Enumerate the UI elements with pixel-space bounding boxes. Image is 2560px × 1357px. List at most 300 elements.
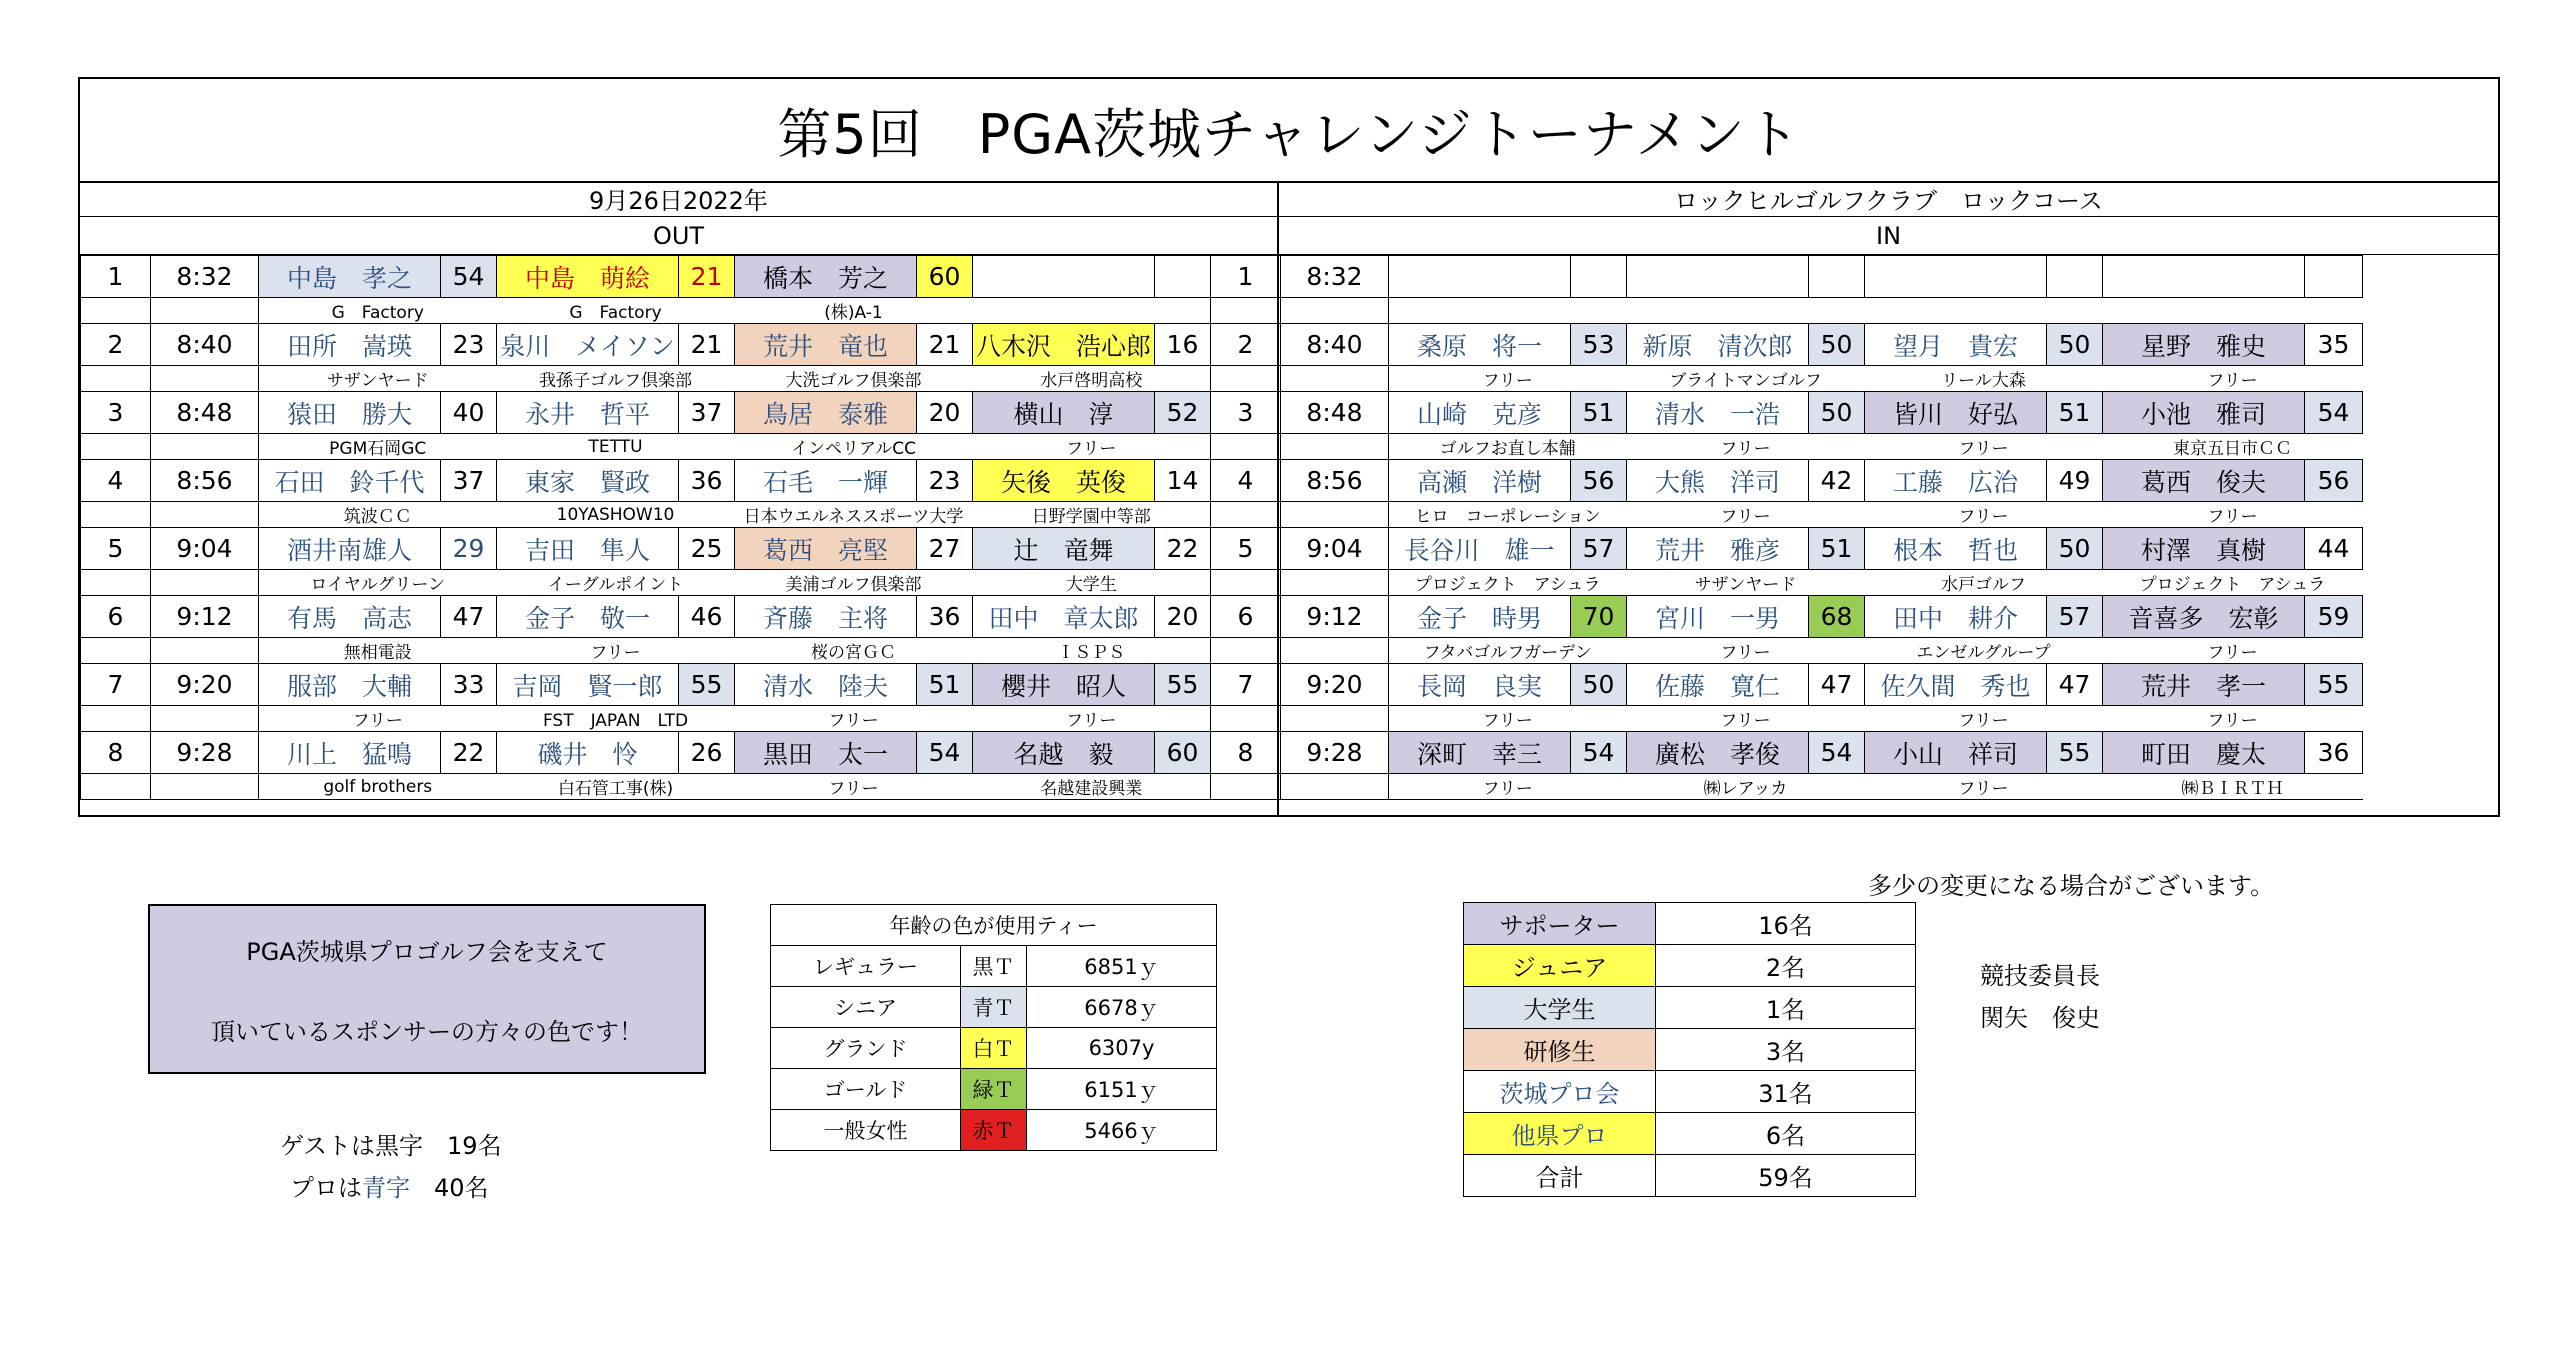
player-name: [1389, 256, 1571, 298]
tee-time-spacer: [1281, 502, 1389, 528]
player-age: 20: [917, 392, 973, 434]
player-name: 磯井 怜: [497, 732, 679, 774]
player-name: 橋本 芳之: [735, 256, 917, 298]
affiliation-row: [81, 706, 2363, 732]
player-name: 音喜多 宏彰: [2103, 596, 2305, 638]
player-age: [1809, 256, 1865, 298]
player-age: 52: [1155, 392, 1211, 434]
player-affiliation: [2103, 298, 2363, 324]
player-name: 田中 耕介: [1865, 596, 2047, 638]
tee-yardage: 6678ｙ: [1027, 987, 1217, 1028]
player-age: 49: [2047, 460, 2103, 502]
pairing-row: [81, 256, 2363, 298]
tee-category: シニア: [771, 987, 961, 1028]
group-number: 4: [81, 460, 151, 502]
tee-time-spacer: [151, 706, 259, 732]
sponsor-note-box: [148, 904, 706, 1074]
player-name: 荒井 雅彦: [1627, 528, 1809, 570]
tee-yardage: 6851ｙ: [1027, 946, 1217, 987]
player-affiliation: フリー: [1627, 502, 1865, 528]
count-value: 3名: [1656, 1029, 1916, 1071]
player-name: 服部 大輔: [259, 664, 441, 706]
player-age: 47: [1809, 664, 1865, 706]
tee-time-spacer: [151, 502, 259, 528]
player-age: 55: [2047, 732, 2103, 774]
pairing-row: [81, 596, 2363, 638]
player-name: 長岡 良実: [1389, 664, 1571, 706]
tee-time: 9:12: [151, 596, 259, 638]
player-age: [1155, 256, 1211, 298]
player-affiliation: ゴルフお直し本舗: [1389, 434, 1627, 460]
counts-table: [1463, 902, 1916, 1197]
player-age: 50: [2047, 324, 2103, 366]
group-number: 6: [81, 596, 151, 638]
player-age: 27: [917, 528, 973, 570]
player-affiliation: (株)A-1: [735, 298, 973, 324]
tee-category: レギュラー: [771, 946, 961, 987]
tee-row: [771, 1028, 1217, 1069]
count-row: [1464, 1155, 1916, 1197]
tee-time-spacer: [151, 774, 259, 800]
player-affiliation: フリー: [2103, 502, 2363, 528]
player-name: 矢後 英俊: [973, 460, 1155, 502]
count-label: 他県プロ: [1464, 1113, 1656, 1155]
affiliation-row: [81, 638, 2363, 664]
affiliation-row: [81, 570, 2363, 596]
count-row: [1464, 945, 1916, 987]
tee-time-spacer: [151, 570, 259, 596]
pairing-row: [81, 732, 2363, 774]
player-name: 石毛 一輝: [735, 460, 917, 502]
player-age: 50: [1571, 664, 1627, 706]
course-header: ロックヒルゴルフクラブ ロックコース: [1279, 181, 2498, 217]
tee-yardage: 6151ｙ: [1027, 1069, 1217, 1110]
player-affiliation: フリー: [1865, 706, 2103, 732]
player-age: 55: [679, 664, 735, 706]
player-affiliation: フリー: [2103, 706, 2363, 732]
player-affiliation: フリー: [1389, 366, 1627, 392]
group-number-spacer: [81, 638, 151, 664]
group-number: 7: [81, 664, 151, 706]
pairing-row: [81, 392, 2363, 434]
player-age: 25: [679, 528, 735, 570]
tee-time: 9:28: [151, 732, 259, 774]
group-number: 8: [1211, 732, 1281, 774]
tee-time-spacer: [151, 638, 259, 664]
player-age: 54: [917, 732, 973, 774]
player-age: 23: [917, 460, 973, 502]
player-affiliation: 我孫子ゴルフ倶楽部: [497, 366, 735, 392]
player-name: 田中 章太郎: [973, 596, 1155, 638]
group-number-spacer: [1211, 298, 1281, 324]
tee-time-spacer: [1281, 434, 1389, 460]
group-number: 2: [1211, 324, 1281, 366]
tee-category: 一般女性: [771, 1110, 961, 1151]
player-name: 名越 毅: [973, 732, 1155, 774]
player-name: 宮川 一男: [1627, 596, 1809, 638]
player-affiliation: サザンヤード: [1627, 570, 1865, 596]
player-affiliation: golf brothers: [259, 774, 497, 800]
pairing-row: [81, 664, 2363, 706]
player-name: 葛西 亮堅: [735, 528, 917, 570]
affiliation-row: [81, 298, 2363, 324]
player-affiliation: [1627, 298, 1865, 324]
tee-time: 9:20: [1281, 664, 1389, 706]
tee-table: [770, 904, 1217, 1151]
group-number: 8: [81, 732, 151, 774]
player-affiliation: PGM石岡GC: [259, 434, 497, 460]
tee-color: 赤Ｔ: [961, 1110, 1027, 1151]
player-name: 長谷川 雄一: [1389, 528, 1571, 570]
player-affiliation: エンゼルグループ: [1865, 638, 2103, 664]
player-age: 57: [2047, 596, 2103, 638]
player-name: 荒井 竜也: [735, 324, 917, 366]
player-affiliation: インペリアルCC: [735, 434, 973, 460]
player-affiliation: ブライトマンゴルフ: [1627, 366, 1865, 392]
player-name: 川上 猛鳴: [259, 732, 441, 774]
player-name: 清水 陸夫: [735, 664, 917, 706]
tee-time: 9:12: [1281, 596, 1389, 638]
tee-time-spacer: [1281, 366, 1389, 392]
player-affiliation: フリー: [735, 706, 973, 732]
group-number: 4: [1211, 460, 1281, 502]
tee-time-spacer: [1281, 706, 1389, 732]
player-age: 42: [1809, 460, 1865, 502]
group-number: 1: [81, 256, 151, 298]
player-age: 54: [441, 256, 497, 298]
player-age: 56: [1571, 460, 1627, 502]
committee-name: 関矢 俊史: [1980, 1004, 2100, 1032]
tee-time-spacer: [151, 434, 259, 460]
player-affiliation: フリー: [1627, 706, 1865, 732]
player-affiliation: ヒロ コーポレーション: [1389, 502, 1627, 528]
player-age: 14: [1155, 460, 1211, 502]
player-name: 東家 賢政: [497, 460, 679, 502]
player-affiliation: ロイヤルグリーン: [259, 570, 497, 596]
player-name: 新原 清次郎: [1627, 324, 1809, 366]
player-affiliation: フリー: [1627, 638, 1865, 664]
player-age: 51: [1809, 528, 1865, 570]
player-age: 33: [441, 664, 497, 706]
player-name: 金子 敬一: [497, 596, 679, 638]
player-affiliation: 10YASHOW10: [497, 502, 735, 528]
player-age: 55: [1155, 664, 1211, 706]
tee-yardage: 5466ｙ: [1027, 1110, 1217, 1151]
player-age: 53: [1571, 324, 1627, 366]
player-affiliation: プロジェクト アシュラ: [1389, 570, 1627, 596]
group-number-spacer: [1211, 434, 1281, 460]
player-affiliation: フリー: [1865, 502, 2103, 528]
player-name: 桑原 将一: [1389, 324, 1571, 366]
count-row: [1464, 1029, 1916, 1071]
player-age: 70: [1571, 596, 1627, 638]
group-number-spacer: [1211, 502, 1281, 528]
player-name: 町田 慶太: [2103, 732, 2305, 774]
affiliation-row: [81, 502, 2363, 528]
player-name: 有馬 高志: [259, 596, 441, 638]
group-number-spacer: [81, 434, 151, 460]
player-affiliation: 名越建設興業: [973, 774, 1211, 800]
count-label: サポーター: [1464, 903, 1656, 945]
tee-time-spacer: [1281, 774, 1389, 800]
player-age: 60: [1155, 732, 1211, 774]
tee-time: 8:56: [151, 460, 259, 502]
tee-time: 8:48: [1281, 392, 1389, 434]
group-number: 2: [81, 324, 151, 366]
player-affiliation: フリー: [1389, 706, 1627, 732]
player-age: 29: [441, 528, 497, 570]
player-age: 22: [441, 732, 497, 774]
player-age: 50: [1809, 392, 1865, 434]
tee-time: 9:04: [151, 528, 259, 570]
player-name: 横山 淳: [973, 392, 1155, 434]
player-affiliation: 日本ウエルネススポーツ大学: [735, 502, 973, 528]
tee-yardage: 6307y: [1027, 1028, 1217, 1069]
player-age: 68: [1809, 596, 1865, 638]
player-age: 50: [2047, 528, 2103, 570]
count-label: 大学生: [1464, 987, 1656, 1029]
count-value: 1名: [1656, 987, 1916, 1029]
player-age: 51: [917, 664, 973, 706]
player-age: 47: [441, 596, 497, 638]
player-name: 佐久間 秀也: [1865, 664, 2047, 706]
player-age: 60: [917, 256, 973, 298]
count-label: ジュニア: [1464, 945, 1656, 987]
player-affiliation: G Factory: [259, 298, 497, 324]
tee-category: ゴールド: [771, 1069, 961, 1110]
player-name: 高瀬 洋樹: [1389, 460, 1571, 502]
player-name: 村澤 真樹: [2103, 528, 2305, 570]
player-age: 57: [1571, 528, 1627, 570]
player-name: 猿田 勝大: [259, 392, 441, 434]
player-name: 中島 孝之: [259, 256, 441, 298]
player-affiliation: 大学生: [973, 570, 1211, 596]
tee-time: 8:32: [151, 256, 259, 298]
tee-time: 8:32: [1281, 256, 1389, 298]
player-name: 吉岡 賢一郎: [497, 664, 679, 706]
group-number: 3: [1211, 392, 1281, 434]
group-number: 6: [1211, 596, 1281, 638]
player-affiliation: [1389, 298, 1627, 324]
player-affiliation: フタバゴルフガーデン: [1389, 638, 1627, 664]
group-number: 7: [1211, 664, 1281, 706]
player-affiliation: 日野学園中等部: [973, 502, 1211, 528]
player-age: 50: [1809, 324, 1865, 366]
player-name: 八木沢 浩心郎: [973, 324, 1155, 366]
change-note: 多少の変更になる場合がございます。: [1868, 872, 2275, 900]
tee-time-spacer: [1281, 570, 1389, 596]
player-name: 工藤 広治: [1865, 460, 2047, 502]
count-value: 6名: [1656, 1113, 1916, 1155]
player-name: 小池 雅司: [2103, 392, 2305, 434]
player-name: [1865, 256, 2047, 298]
player-affiliation: ㈱ＢＩＲＴＨ: [2103, 774, 2363, 800]
group-number: 5: [81, 528, 151, 570]
group-number-spacer: [1211, 774, 1281, 800]
player-affiliation: フリー: [259, 706, 497, 732]
committee-title: 競技委員長: [1980, 962, 2100, 990]
group-number-spacer: [81, 366, 151, 392]
player-age: 35: [2305, 324, 2363, 366]
player-affiliation: フリー: [1627, 434, 1865, 460]
player-name: 金子 時男: [1389, 596, 1571, 638]
group-number-spacer: [1211, 570, 1281, 596]
tee-time-spacer: [1281, 298, 1389, 324]
player-affiliation: 水戸啓明高校: [973, 366, 1211, 392]
tee-row: [771, 1069, 1217, 1110]
group-number-spacer: [81, 502, 151, 528]
player-affiliation: 大洗ゴルフ倶楽部: [735, 366, 973, 392]
tee-time-spacer: [151, 366, 259, 392]
player-affiliation: フリー: [1865, 434, 2103, 460]
player-affiliation: フリー: [973, 434, 1211, 460]
player-age: 36: [679, 460, 735, 502]
in-header: IN: [1279, 217, 2498, 255]
player-affiliation: 東京五日市ＣＣ: [2103, 434, 2363, 460]
player-affiliation: フリー: [497, 638, 735, 664]
player-affiliation: サザンヤード: [259, 366, 497, 392]
player-age: 47: [2047, 664, 2103, 706]
pairing-row: [81, 528, 2363, 570]
count-row: [1464, 1113, 1916, 1155]
player-affiliation: G Factory: [497, 298, 735, 324]
player-name: 荒井 孝一: [2103, 664, 2305, 706]
affiliation-row: [81, 774, 2363, 800]
player-affiliation: フリー: [2103, 366, 2363, 392]
player-age: 56: [2305, 460, 2363, 502]
tee-row: [771, 946, 1217, 987]
player-affiliation: フリー: [2103, 638, 2363, 664]
group-number: 3: [81, 392, 151, 434]
pairing-row: [81, 324, 2363, 366]
player-name: 佐藤 寛仁: [1627, 664, 1809, 706]
player-age: 16: [1155, 324, 1211, 366]
player-name: 黒田 太一: [735, 732, 917, 774]
player-name: 田所 嵩瑛: [259, 324, 441, 366]
player-age: 37: [679, 392, 735, 434]
tee-color: 黒Ｔ: [961, 946, 1027, 987]
player-name: 鳥居 泰雅: [735, 392, 917, 434]
player-age: 21: [917, 324, 973, 366]
guest-legend: ゲストは黒字 19名: [280, 1132, 502, 1160]
player-name: 清水 一浩: [1627, 392, 1809, 434]
tee-time: 9:28: [1281, 732, 1389, 774]
count-value: 31名: [1656, 1071, 1916, 1113]
sponsor-note-line1: PGA茨城県プロゴルフ会を支えて: [246, 938, 608, 966]
player-name: 深町 幸三: [1389, 732, 1571, 774]
count-value: 2名: [1656, 945, 1916, 987]
player-name: 小山 祥司: [1865, 732, 2047, 774]
player-name: 永井 哲平: [497, 392, 679, 434]
count-label: 研修生: [1464, 1029, 1656, 1071]
group-number-spacer: [1211, 366, 1281, 392]
player-age: [2047, 256, 2103, 298]
player-name: 中島 萌絵: [497, 256, 679, 298]
player-age: 36: [917, 596, 973, 638]
player-name: 山崎 克彦: [1389, 392, 1571, 434]
group-number: 5: [1211, 528, 1281, 570]
player-affiliation: 水戸ゴルフ: [1865, 570, 2103, 596]
player-affiliation: フリー: [1865, 774, 2103, 800]
tee-color: 白Ｔ: [961, 1028, 1027, 1069]
player-name: [973, 256, 1155, 298]
affiliation-row: [81, 366, 2363, 392]
player-affiliation: ＩＳＰＳ: [973, 638, 1211, 664]
pro-legend-word: 青字: [362, 1174, 410, 1202]
tee-row: [771, 1110, 1217, 1151]
player-age: 22: [1155, 528, 1211, 570]
player-name: 根本 哲也: [1865, 528, 2047, 570]
player-age: [1571, 256, 1627, 298]
tee-time: 9:20: [151, 664, 259, 706]
player-affiliation: TETTU: [497, 434, 735, 460]
player-name: 石田 鈴千代: [259, 460, 441, 502]
group-number-spacer: [1211, 638, 1281, 664]
tee-time: 8:40: [151, 324, 259, 366]
tee-table-header: 年齢の色が使用ティー: [771, 905, 1217, 946]
group-number-spacer: [81, 298, 151, 324]
player-age: 54: [1809, 732, 1865, 774]
player-name: 大熊 洋司: [1627, 460, 1809, 502]
player-affiliation: イーグルポイント: [497, 570, 735, 596]
group-number-spacer: [81, 706, 151, 732]
count-value: 59名: [1656, 1155, 1916, 1197]
group-number-spacer: [81, 570, 151, 596]
player-age: 44: [2305, 528, 2363, 570]
pairing-row: [81, 460, 2363, 502]
count-row: [1464, 1071, 1916, 1113]
player-age: 51: [2047, 392, 2103, 434]
player-name: 望月 貴宏: [1865, 324, 2047, 366]
pro-legend: [290, 1168, 489, 1203]
player-affiliation: FST JAPAN LTD: [497, 706, 735, 732]
player-age: 51: [1571, 392, 1627, 434]
tee-time-spacer: [1281, 638, 1389, 664]
player-affiliation: 筑波ＣＣ: [259, 502, 497, 528]
group-number-spacer: [81, 774, 151, 800]
player-name: 星野 雅史: [2103, 324, 2305, 366]
count-label: 合計: [1464, 1155, 1656, 1197]
tee-color: 緑Ｔ: [961, 1069, 1027, 1110]
player-affiliation: フリー: [1389, 774, 1627, 800]
player-affiliation: 桜の宮ＧＣ: [735, 638, 973, 664]
player-age: 59: [2305, 596, 2363, 638]
tee-row: [771, 987, 1217, 1028]
player-name: 廣松 孝俊: [1627, 732, 1809, 774]
affiliation-row: [81, 434, 2363, 460]
player-age: 40: [441, 392, 497, 434]
player-name: 吉田 隼人: [497, 528, 679, 570]
player-name: 辻 竜舞: [973, 528, 1155, 570]
player-age: 46: [679, 596, 735, 638]
player-affiliation: フリー: [973, 706, 1211, 732]
sponsor-note-line2: 頂いているスポンサーの方々の色です！: [211, 1018, 643, 1046]
player-name: 酒井南雄人: [259, 528, 441, 570]
player-affiliation: [973, 298, 1211, 324]
player-name: 櫻井 昭人: [973, 664, 1155, 706]
tee-sheet: [78, 77, 2500, 817]
count-label: 茨城プロ会: [1464, 1071, 1656, 1113]
pairings-table: [80, 255, 2363, 800]
count-value: 16名: [1656, 903, 1916, 945]
player-affiliation: 白石管工事(株): [497, 774, 735, 800]
date-header: 9月26日2022年: [80, 181, 1277, 217]
player-affiliation: フリー: [735, 774, 973, 800]
player-name: 皆川 好弘: [1865, 392, 2047, 434]
player-age: [2305, 256, 2363, 298]
player-age: 54: [1571, 732, 1627, 774]
player-name: 葛西 俊夫: [2103, 460, 2305, 502]
